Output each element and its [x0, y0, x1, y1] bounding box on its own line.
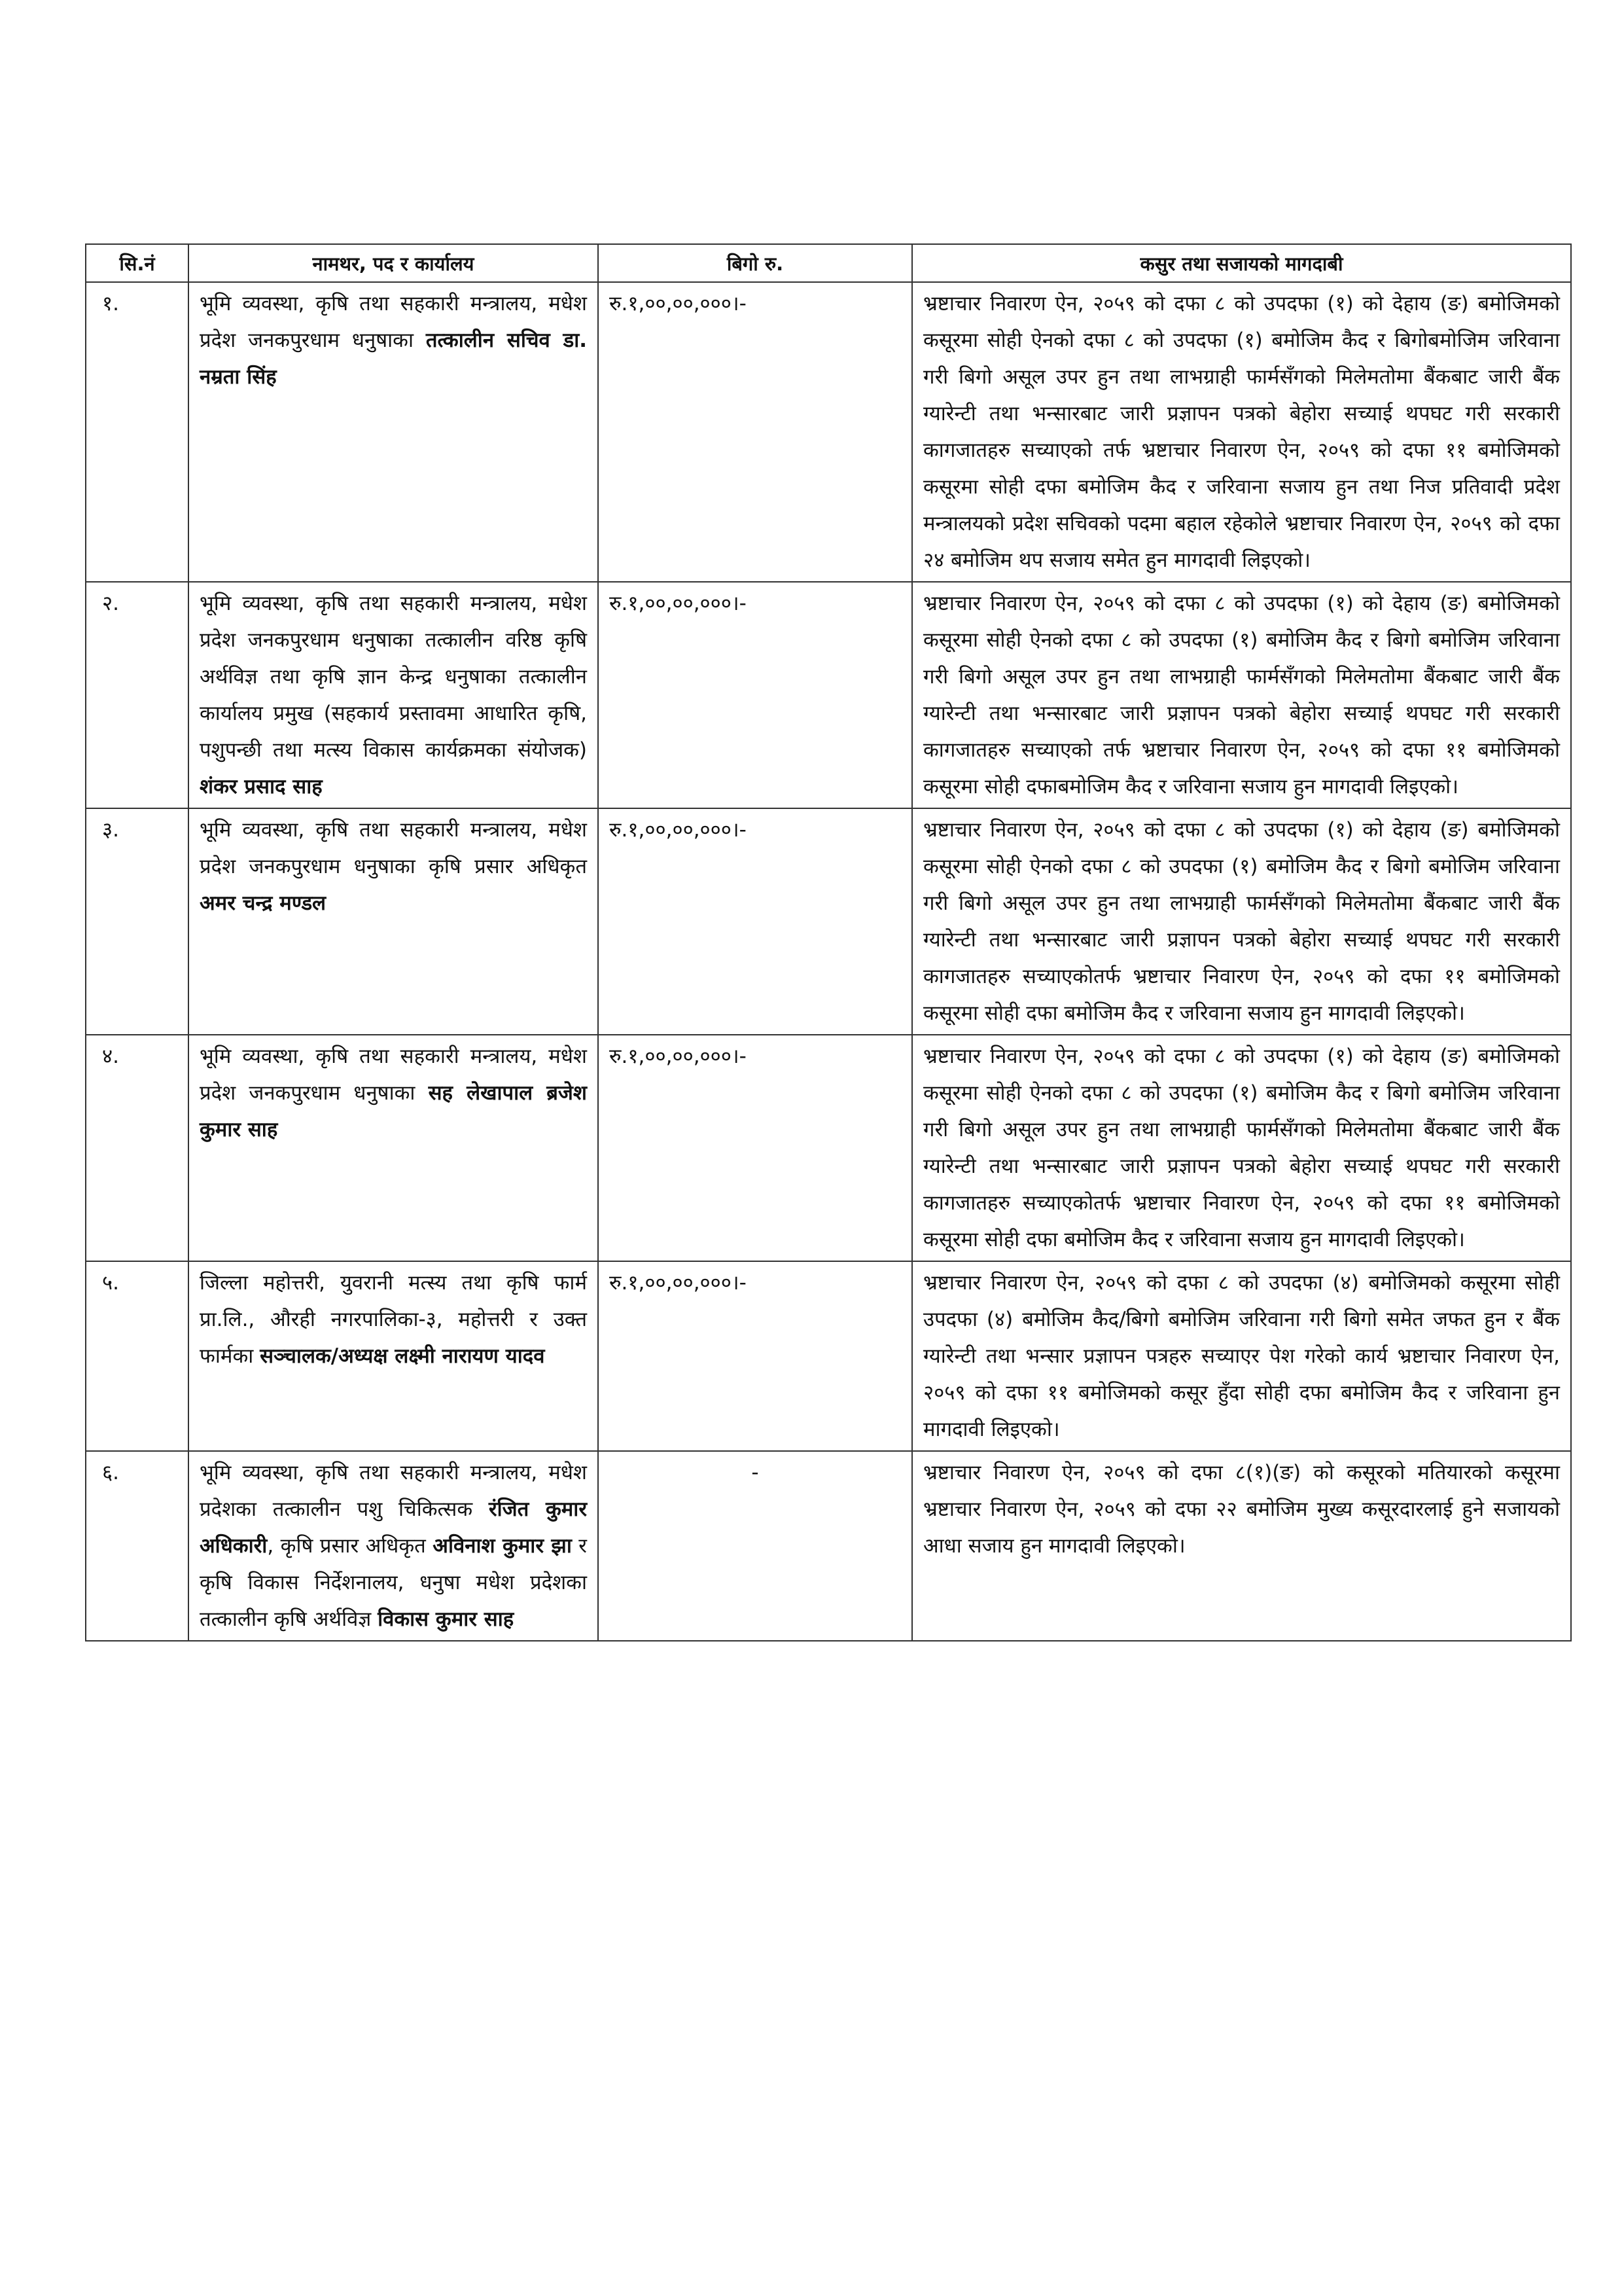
accused-table [85, 243, 1572, 1641]
amount: रु.१,००,००,०००।- [598, 582, 912, 808]
table-row [86, 1035, 1571, 1261]
office-text: , कृषि प्रसार अधिकृत [267, 1534, 433, 1558]
table-row [86, 1261, 1571, 1451]
amount: रु.१,००,००,०००।- [598, 282, 912, 582]
accused-name-cell [188, 1261, 598, 1451]
accused-name: सञ्चालक/अध्यक्ष लक्ष्मी नारायण यादव [260, 1344, 545, 1368]
charge-text: भ्रष्टाचार निवारण ऐन, २०५९ को दफा ८ को उपदफा (४) बमोजिमको कसूरमा सोही उपदफा (४) बमोजिम कैद/बिगो बमोजिम जरिवाना गरी बिगो समेत जफत हुन र बैंक ग्यारेन्टी तथा भन्सार प्रज्ञापन पत्रहरु सच्याएर पेश गरेको कार्य भ्रष्टाचार निवारण ऐन, २०५९ को दफा ११ बमोजिमको कसूर हुँदा सोही दफा बमोजिम कैद र जरिवाना हुन मागदावी लिइएको। [912, 1261, 1571, 1451]
amount: - [598, 1451, 912, 1641]
accused-name: विकास कुमार साह [378, 1607, 514, 1631]
serial-number: ५. [86, 1261, 188, 1451]
header-name: नामथर, पद र कार्यालय [188, 244, 598, 282]
table-header-row [86, 244, 1571, 282]
accused-name: रंजित कुमार अधिकारी [200, 1498, 587, 1558]
charge-text: भ्रष्टाचार निवारण ऐन, २०५९ को दफा ८ को उपदफा (१) को देहाय (ङ) बमोजिमको कसूरमा सोही ऐनको दफा ८ को उपदफा (१) बमोजिम कैद र बिगो बमोजिम जरिवाना गरी बिगो असूल उपर हुन तथा लाभग्राही फार्मसँगको मिलेमतोमा बैंकबाट जारी बैंक ग्यारेन्टी तथा भन्सारबाट जारी प्रज्ञापन पत्रको बेहोरा सच्याई थपघट गरी सरकारी कागजातहरु सच्याएकोतर्फ भ्रष्टाचार निवारण ऐन, २०५९ को दफा ११ बमोजिमको कसूरमा सोही दफा बमोजिम कैद र जरिवाना सजाय हुन मागदावी लिइएको। [912, 1035, 1571, 1261]
office-text: र कृषि विकास निर्देशनालय, धनुषा मधेश प्रदेशका तत्कालीन कृषि अर्थविज्ञ [200, 1534, 587, 1631]
serial-number: १. [86, 282, 188, 582]
office-text: भूमि व्यवस्था, कृषि तथा सहकारी मन्त्रालय, मधेश प्रदेशका तत्कालीन पशु चिकित्सक [200, 1461, 587, 1521]
table-row [86, 1451, 1571, 1641]
accused-name: तत्कालीन सचिव डा. नम्रता सिंह [200, 329, 588, 389]
charge-text: भ्रष्टाचार निवारण ऐन, २०५९ को दफा ८ को उपदफा (१) को देहाय (ङ) बमोजिमको कसूरमा सोही ऐनको दफा ८ को उपदफा (१) बमोजिम कैद र बिगो बमोजिम जरिवाना गरी बिगो असूल उपर हुन तथा लाभग्राही फार्मसँगको मिलेमतोमा बैंकबाट जारी बैंक ग्यारेन्टी तथा भन्सारबाट जारी प्रज्ञापन पत्रको बेहोरा सच्याई थपघट गरी सरकारी कागजातहरु सच्याएकोतर्फ भ्रष्टाचार निवारण ऐन, २०५९ को दफा ११ बमोजिमको कसूरमा सोही दफा बमोजिम कैद र जरिवाना सजाय हुन मागदावी लिइएको। [912, 808, 1571, 1035]
header-serial: सि.नं [86, 244, 188, 282]
accused-name: शंकर प्रसाद साह [200, 775, 323, 798]
accused-name-cell [188, 582, 598, 808]
office-text: जिल्ला महोत्तरी, युवरानी मत्स्य तथा कृषि फार्म प्रा.लि., औरही नगरपालिका-३, महोत्तरी र उक्त फार्मका [200, 1271, 587, 1368]
charge-text: भ्रष्टाचार निवारण ऐन, २०५९ को दफा ८(१)(ङ) को कसूरको मतियारको कसूरमा भ्रष्टाचार निवारण ऐन, २०५९ को दफा २२ बमोजिम मुख्य कसूरदारलाई हुने सजायको आधा सजाय हुन मागदावी लिइएको। [912, 1451, 1571, 1641]
accused-name-cell [188, 1035, 598, 1261]
office-text: भूमि व्यवस्था, कृषि तथा सहकारी मन्त्रालय, मधेश प्रदेश जनकपुरधाम धनुषाका [200, 1045, 587, 1105]
amount: रु.१,००,००,०००।- [598, 808, 912, 1035]
amount: रु.१,००,००,०००।- [598, 1261, 912, 1451]
amount: रु.१,००,००,०००।- [598, 1035, 912, 1261]
accused-name-cell [188, 1451, 598, 1641]
serial-number: ३. [86, 808, 188, 1035]
serial-number: ४. [86, 1035, 188, 1261]
header-amount: बिगो रु. [598, 244, 912, 282]
charge-text: भ्रष्टाचार निवारण ऐन, २०५९ को दफा ८ को उपदफा (१) को देहाय (ङ) बमोजिमको कसूरमा सोही ऐनको दफा ८ को उपदफा (१) बमोजिम कैद र बिगो बमोजिम जरिवाना गरी बिगो असूल उपर हुन तथा लाभग्राही फार्मसँगको मिलेमतोमा बैंकबाट जारी बैंक ग्यारेन्टी तथा भन्सारबाट जारी प्रज्ञापन पत्रको बेहोरा सच्याई थपघट गरी सरकारी कागजातहरु सच्याएको तर्फ भ्रष्टाचार निवारण ऐन, २०५९ को दफा ११ बमोजिमको कसूरमा सोही दफाबमोजिम कैद र जरिवाना सजाय हुन मागदावी लिइएको। [912, 582, 1571, 808]
table-row [86, 808, 1571, 1035]
accused-name: अमर चन्द्र मण्डल [200, 891, 327, 915]
accused-name: सह लेखापाल ब्रजेश कुमार साह [200, 1081, 587, 1141]
office-text: भूमि व्यवस्था, कृषि तथा सहकारी मन्त्रालय, मधेश प्रदेश जनकपुरधाम धनुषाका [200, 292, 587, 352]
accused-name-cell [188, 282, 598, 582]
serial-number: ६. [86, 1451, 188, 1641]
accused-name-cell [188, 808, 598, 1035]
charge-text: भ्रष्टाचार निवारण ऐन, २०५९ को दफा ८ को उपदफा (१) को देहाय (ङ) बमोजिमको कसूरमा सोही ऐनको दफा ८ को उपदफा (१) बमोजिम कैद र बिगोबमोजिम जरिवाना गरी बिगो असूल उपर हुन तथा लाभग्राही फार्मसँगको मिलेमतोमा बैंकबाट जारी बैंक ग्यारेन्टी तथा भन्सारबाट जारी प्रज्ञापन पत्रको बेहोरा सच्याई थपघट गरी सरकारी कागजातहरु सच्याएको तर्फ भ्रष्टाचार निवारण ऐन, २०५९ को दफा ११ बमोजिमको कसूरमा सोही दफा बमोजिम कैद र जरिवाना सजाय हुन तथा निज प्रतिवादी प्रदेश मन्त्रालयको प्रदेश सचिवको पदमा बहाल रहेकोले भ्रष्टाचार निवारण ऐन, २०५९ को दफा २४ बमोजिम थप सजाय समेत हुन मागदावी लिइएको। [912, 282, 1571, 582]
header-charge: कसुर तथा सजायको मागदाबी [912, 244, 1571, 282]
table-row [86, 282, 1571, 582]
serial-number: २. [86, 582, 188, 808]
office-text: भूमि व्यवस्था, कृषि तथा सहकारी मन्त्रालय, मधेश प्रदेश जनकपुरधाम धनुषाका कृषि प्रसार अधिकृत [200, 818, 587, 878]
accused-name: अविनाश कुमार झा [432, 1534, 572, 1558]
office-text: भूमि व्यवस्था, कृषि तथा सहकारी मन्त्रालय, मधेश प्रदेश जनकपुरधाम धनुषाका तत्कालीन वरिष्ठ कृषि अर्थविज्ञ तथा कृषि ज्ञान केन्द्र धनुषाका तत्कालीन कार्यालय प्रमुख (सहकार्य प्रस्तावमा आधारित कृषि, पशुपन्छी तथा मत्स्य विकास कार्यक्रमका संयोजक) [200, 592, 587, 762]
table-row [86, 582, 1571, 808]
